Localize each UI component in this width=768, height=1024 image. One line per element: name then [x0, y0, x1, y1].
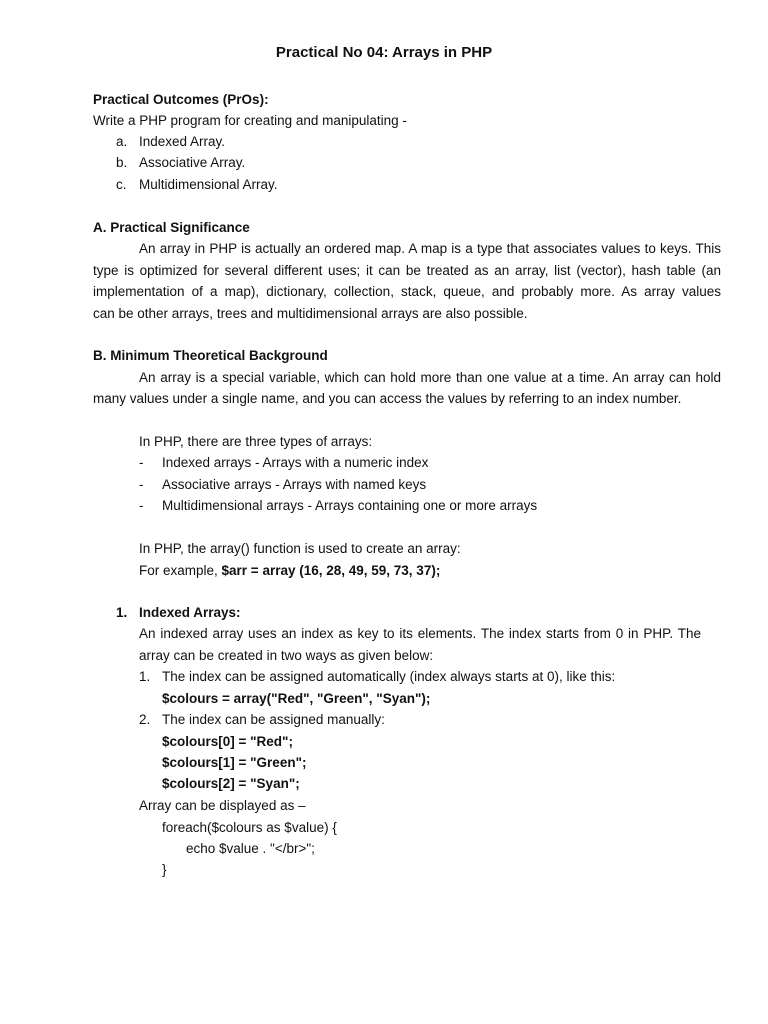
section-a-line: implementation of a map), dictionary, collection, stack, queue, and probably more. As array values	[93, 284, 721, 299]
array-function-note: In PHP, the array() function is used to create an array:	[139, 541, 461, 556]
section-b-line: many values under a single name, and you can access the values by referring to an index number.	[93, 391, 682, 406]
example-prefix: For example,	[139, 563, 222, 578]
types-intro: In PHP, there are three types of arrays:	[139, 434, 373, 449]
section-a-line: can be other arrays, trees and multidimensional arrays are also possible.	[93, 306, 528, 321]
bullet-dash: -	[139, 498, 144, 513]
way2-text: The index can be assigned manually:	[162, 712, 385, 727]
loop-code: echo $value . "</br>";	[186, 841, 315, 856]
loop-code: }	[162, 862, 167, 877]
section-a-line: An array in PHP is actually an ordered map. A map is a type that associates values to keys. This	[139, 241, 721, 256]
way2-code: $colours[0] = "Red";	[162, 734, 293, 749]
way2-code: $colours[1] = "Green";	[162, 755, 307, 770]
outcomes-heading: Practical Outcomes (PrOs):	[93, 92, 269, 107]
indexed-line: An indexed array uses an index as key to its elements. The index starts from 0 in PHP. The	[139, 626, 701, 641]
bullet-dash: -	[139, 477, 144, 492]
way2-code: $colours[2] = "Syan";	[162, 776, 300, 791]
outcome-marker: a.	[116, 134, 128, 149]
page-title: Practical No 04: Arrays in PHP	[275, 44, 493, 61]
loop-code: foreach($colours as $value) {	[162, 820, 337, 835]
bullet-dash: -	[139, 455, 144, 470]
way1-text: The index can be assigned automatically (index always starts at 0), like this:	[162, 669, 616, 684]
way1-code: $colours = array("Red", "Green", "Syan");	[162, 691, 431, 706]
array-type-item: Associative arrays - Arrays with named keys	[162, 477, 427, 492]
indexed-heading: Indexed Arrays:	[139, 605, 241, 620]
section-a-line: type is optimized for several different uses; it can be treated as an array, list (vector), hash table (an	[93, 263, 721, 278]
outcome-marker: c.	[116, 177, 127, 192]
outcome-item: Multidimensional Array.	[139, 177, 278, 192]
outcome-item: Indexed Array.	[139, 134, 226, 149]
display-note: Array can be displayed as –	[139, 798, 306, 813]
indexed-line: array can be created in two ways as given below:	[139, 648, 434, 663]
outcomes-intro: Write a PHP program for creating and manipulating -	[93, 113, 407, 128]
section-a-heading: A. Practical Significance	[93, 220, 250, 235]
section-b-heading: B. Minimum Theoretical Background	[93, 348, 328, 363]
outcome-marker: b.	[116, 155, 128, 170]
way-marker: 1.	[139, 669, 151, 684]
array-type-item: Indexed arrays - Arrays with a numeric index	[162, 455, 429, 470]
example-code: $arr = array (16, 28, 49, 59, 73, 37);	[221, 563, 441, 578]
outcome-item: Associative Array.	[139, 155, 246, 170]
section-b-line: An array is a special variable, which can hold more than one value at a time. An array can hold	[139, 370, 721, 385]
way-marker: 2.	[139, 712, 151, 727]
example-line	[139, 561, 440, 581]
indexed-number: 1.	[116, 605, 128, 620]
array-type-item: Multidimensional arrays - Arrays containing one or more arrays	[162, 498, 538, 513]
